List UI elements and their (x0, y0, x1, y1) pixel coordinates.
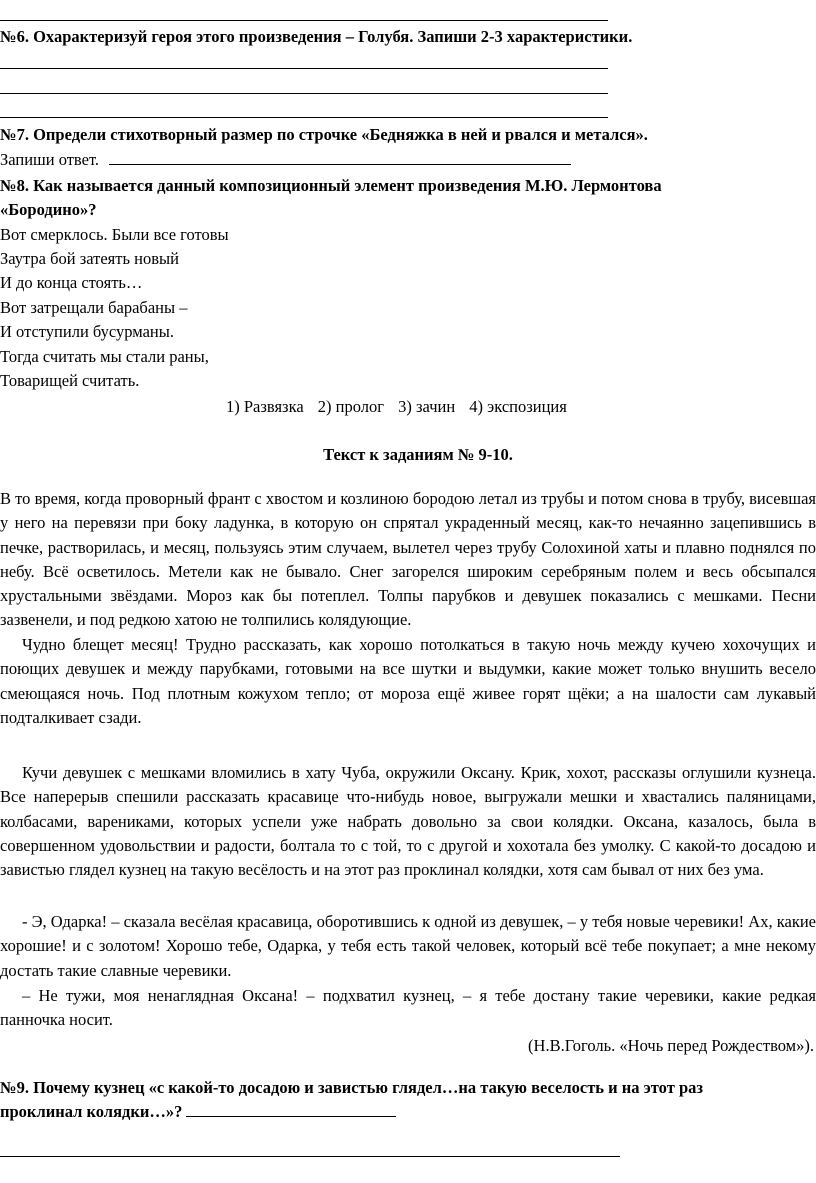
question-8-title-line-2: «Бородино»? (0, 200, 97, 219)
poem-line: И отступили бусурманы. (0, 322, 174, 341)
answer-options (226, 396, 577, 418)
poem-line: Товарищей считать. (0, 371, 140, 390)
answer-line (0, 68, 608, 69)
answer-line (0, 93, 608, 94)
text-paragraph: – Не тужи, моя ненаглядная Оксана! – подхватил кузнец, – я тебе достану такие черевики, какие редкая панночка носит. (0, 986, 816, 1030)
question-9-title-line-2: проклинал колядки…»? (0, 1102, 183, 1121)
question-6-title: №6. Охарактеризуй героя этого произведения – Голубя. Запиши 2-3 характеристики. (0, 27, 633, 46)
question-8-title-line-1: №8. Как называется данный композиционный элемент произведения М.Ю. Лермонтова (0, 176, 662, 195)
text-paragraph: Кучи девушек с мешками вломились в хату Чуба, окружили Оксану. Крик, хохот, рассказы оглушили кузнеца. Все наперерыв спешили рассказать красавице что-нибудь новое, выгружали мешки и хвастались паляницами, колбасами, варениками, которых успели уже набрать довольно за свои колядки. Оксана, казалось, была в совершенном удовольствии и радости, болтала то с той, то с другой и хохотала без умолку. С какой-то досадою и завистью глядел кузнец на такую весёлость и на этот раз проклинал колядки, хотя сам бывал от них без ума. (0, 763, 816, 880)
answer-label: Запиши ответ. (0, 150, 100, 169)
text-paragraph: - Э, Одарка! – сказала весёлая красавица, оборотившись к одной из девушек, – у тебя новые черевики! Ах, какие хорошие! и с золотом! Хорошо тебе, Одарка, у тебя есть такой человек, который всё тебе покупает; а мне некому достать такие славные черевики. (0, 912, 816, 980)
question-9-title-row-2 (0, 1101, 396, 1123)
answer-option[interactable]: 3) зачин (398, 397, 456, 416)
question-7-title: №7. Определи стихотворный размер по строчке «Бедняжка в ней и рвался и метался». (0, 125, 648, 144)
answer-line (0, 1156, 620, 1157)
text-paragraph: В то время, когда проворный франт с хвостом и козлиною бородою летал из трубы и потом снова в трубу, висевшая у него на перевязи при боку ладунка, в которую он спрятал украденный месяц, как-то нечаянно зацепившись в печке, растворилась, и месяц, пользуясь этим случаем, вылетел через трубу Солохиной хаты и плавно поднялся по небу. Всё осветилось. Метели как не бывало. Снег загорелся широким серебряным полем и весь обсыпался хрустальными звёздами. Мороз как бы потеплел. Толпы парубков и девушек показались с мешками. Песни зазвенели, и под редкою хатою не толпились колядующие. (0, 489, 816, 630)
answer-option[interactable]: 1) Развязка (226, 397, 304, 416)
answer-blank[interactable] (109, 150, 571, 165)
text-attribution: (Н.В.Гоголь. «Ночь перед Рождеством»). (528, 1036, 814, 1055)
answer-option[interactable]: 4) экспозиция (469, 397, 567, 416)
poem-line: Тогда считать мы стали раны, (0, 347, 209, 366)
question-7-answer-row (0, 149, 571, 171)
text-paragraph: Чудно блещет месяц! Трудно рассказать, как хорошо потолкаться в такую ночь между кучею хохочущих и поющих девушек и между парубками, готовыми на все шутки и выдумки, какие может только внушить весело смеющаяся ночь. Под плотным кожухом тепло; от мороза ещё живее горят щёки; а на шалости сам лукавый подталкивает сзади. (0, 635, 816, 727)
answer-line (0, 117, 608, 118)
answer-blank[interactable] (186, 1102, 396, 1117)
answer-line (0, 20, 608, 21)
poem-line: Заутра бой затеять новый (0, 249, 179, 268)
text-heading: Текст к заданиям № 9-10. (323, 445, 513, 464)
poem-line: Вот затрещали барабаны – (0, 298, 188, 317)
poem-line: Вот смерклось. Были все готовы (0, 225, 229, 244)
answer-option[interactable]: 2) пролог (317, 397, 385, 416)
question-9-title-line-1: №9. Почему кузнец «с какой-то досадою и завистью глядел…на такую веселость и на этот раз (0, 1078, 704, 1097)
poem-line: И до конца стоять… (0, 273, 143, 292)
